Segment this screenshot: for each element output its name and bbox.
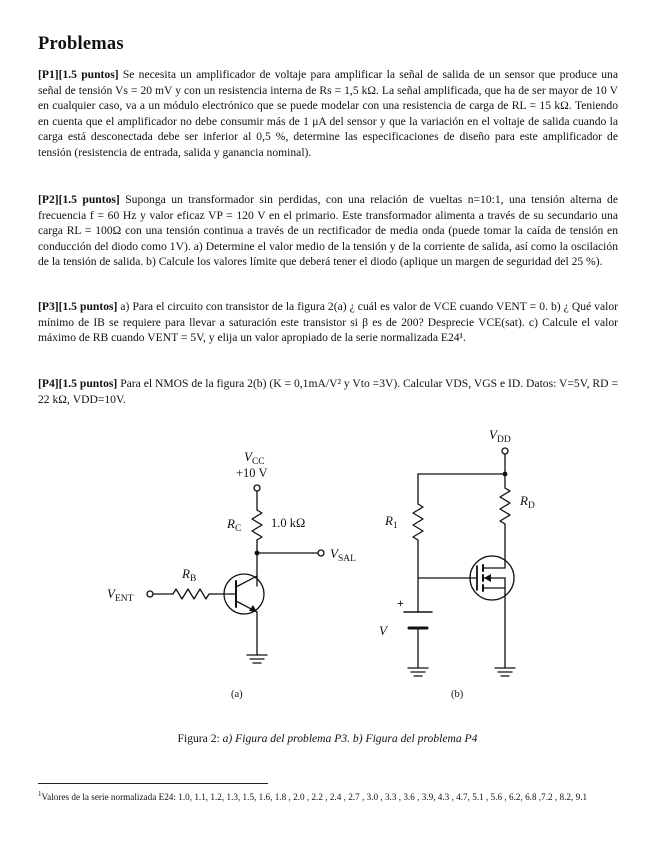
vent-label: $V_{ENT}$ [107,586,134,604]
section-title: Problemas [38,34,124,54]
problem-p3-label: [P3][1.5 puntos] [38,300,118,313]
problem-p2-text: Suponga un transformador sin perdidas, con una relación de vueltas n=10:1, una tensión alterna de frecuencia f = 60 Hz y valor eficaz VP = 120 V en el primario. Este transformador alimenta a través de su secundario una carga RL = 100Ω con una tensión continua a través de un rectificador de media onda (puede tomar la caída de tensión en conducción del diodo como 1V). a) Determine el valor medio de la tensión y de la corriente de salida, así como la oscilación de la tensión de salida. b) Calcule los valores límite que deberá tener el diodo (aplique un margen de seguridad del 25 %). [38,193,618,268]
footnote [38,788,618,804]
ground-b2-icon [495,668,515,676]
vent-terminal [147,591,153,597]
rd-label: $R_D$ [520,493,535,511]
vdd-node [503,472,508,477]
rb-label: $R_B$ [182,566,197,584]
problem-p4-text: Para el NMOS de la figura 2(b) (K = 0,1mA/V² y Vto =3V). Calcular VDS, VGS e ID. Datos: V=5V, RD = 22 kΩ, VDD=10V. [38,377,618,406]
bjt-transistor [224,574,264,614]
rc-resistor [252,510,262,540]
nmos-transistor [470,556,514,600]
nmos-arrow-icon [484,574,491,582]
vdd-terminal [502,448,508,454]
problem-p1 [38,67,618,160]
rd-resistor [500,488,510,524]
figure-caption [0,732,655,745]
battery-plus-label: + [397,596,404,610]
vsal-terminal [318,550,324,556]
vcc-label: $V_{CC}$ [244,449,265,467]
rc-label: $R_C$ [227,516,242,534]
problem-p1-label: [P1][1.5 puntos] [38,68,119,81]
subfigure-b-label: (b) [451,689,464,700]
vsal-label: $V_{SAL}$ [330,546,356,564]
circuit-a [147,485,324,663]
problem-p2 [38,192,618,270]
problem-p3-text: a) Para el circuito con transistor de la figura 2(a) ¿ cuál es valor de VCE cuando VENT = 0. b) ¿ Qué valor mínimo de IB se requiere para llevar a saturación este transistor si β es de 200? Desprecie VCE(sat). c) Calcule el valor máximo de RB cuando VENT = 5V, y elija un valor apropiado de la serie normalizada E24¹. [38,300,618,344]
problem-p3 [38,299,618,346]
vdd-label: $V_{DD}$ [489,427,511,445]
ground-b1-icon [408,668,428,676]
caption-text: a) Figura del problema P3. b) Figura del problema P4 [222,732,478,745]
caption-prefix: Figura 2: [177,732,220,745]
vcc-value: +10 V [236,466,268,480]
problem-p4 [38,376,618,407]
r1-label: $R_1$ [385,513,398,531]
footnote-rule [38,783,268,784]
collector-node [255,551,260,556]
ground-a-icon [247,655,267,663]
problem-p2-label: [P2][1.5 puntos] [38,193,120,206]
emitter-arrow-icon [249,605,257,612]
r1-resistor [413,504,423,540]
rb-resistor [173,589,213,599]
rc-value: 1.0 kΩ [271,516,306,530]
problem-p4-label: [P4][1.5 puntos] [38,377,118,390]
footnote-marker: 1 [38,790,42,798]
circuit-b [404,448,515,676]
v-source-label: V [379,623,387,638]
footnote-text: Valores de la serie normalizada E24: 1.0, 1.1, 1.2, 1.3, 1.5, 1.6, 1.8 , 2.0 , 2.2 , 2.4 , 2.7 , 3.0 , 3.3 , 3.6 , 3.9, 4.3 , 4.7, 5.1 , 5.6 , 6.2, 6.8 ,7.2 , 8.2, 9.1 [41,792,588,803]
vcc-terminal [254,485,260,491]
subfigure-a-label: (a) [231,689,243,700]
problem-p1-text: Se necesita un amplificador de voltaje para amplificar la señal de salida de un sensor que produce una señal de tensión Vs = 20 mV y con un resistencia interna de Rs = 1,5 kΩ. La señal amplificada, que ha de ser mayor de 10 V en cualquier caso, va a un módulo electrónico que se puede modelar con una resistencia de carga de RL = 15 kΩ. Teniendo en cuenta que el amplificador no debe consumir más de 1 μA del sensor y que la variación en el voltaje de salida cuando la carga está desconectada debe ser inferior al 0,5 %, determine las especificaciones de diseño para este amplificador de tensión (resistencia de entrada, salida y ganancia nominal). [38,68,618,159]
